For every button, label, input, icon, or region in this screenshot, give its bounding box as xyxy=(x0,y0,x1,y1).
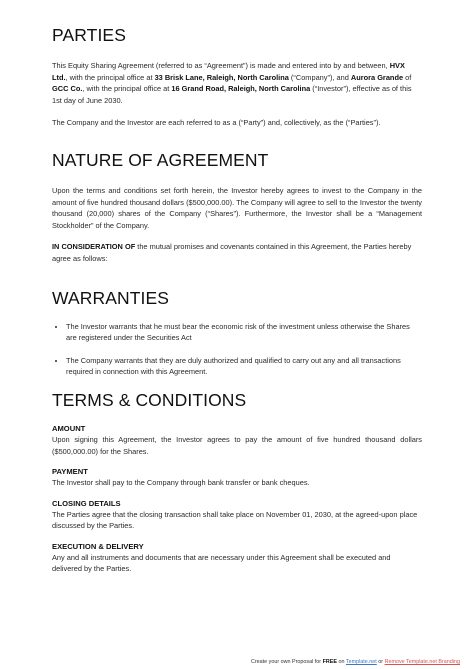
section-warranties xyxy=(52,287,422,378)
section-terms-and-conditions xyxy=(52,389,422,575)
text-run: the mutual promises and covenants contained in this Agreement, the Parties hereby agree as follows: xyxy=(52,242,412,263)
nature-paragraph-1: Upon the terms and conditions set forth herein, the Investor hereby agrees to invest to the Company in the amount of five hundred thousand dollars ($500,000.00). The Company will agree to sell to the Investor the twenty thousand (20,000) shares of the Company (“Shares”). Furthermore, the Investor shall be a “Management Stockholder” of the Company. xyxy=(52,185,422,230)
warranties-list xyxy=(52,321,422,378)
parties-paragraph-1 xyxy=(52,60,422,106)
text-run: (“Company”), and xyxy=(288,72,351,82)
branding-footer xyxy=(0,656,474,669)
footer-text: Create your own Proposal for xyxy=(250,659,323,665)
terms-closing-details xyxy=(52,498,422,532)
heading-warranties: WARRANTIES xyxy=(52,287,170,308)
terms-payment xyxy=(52,466,422,489)
sub-body: Any and all instruments and documents that are necessary under this Agreement shall be executed and delivered by the Parties. xyxy=(52,552,391,574)
footer-free: FREE xyxy=(322,659,337,665)
text-run: This Equity Sharing Agreement (referred to as “Agreement”) is made and entered into by and between, xyxy=(52,61,390,70)
text-run: of xyxy=(403,72,412,82)
sub-body: The Parties agree that the closing transaction shall take place on November 01, 2030, at the agreed-upon place discussed by the Parties. xyxy=(52,509,418,531)
footer-text: on xyxy=(337,659,346,665)
remove-branding-link[interactable]: Remove Template.net Branding xyxy=(384,659,460,665)
text-run: , with the principal office at xyxy=(65,72,155,82)
sub-heading: AMOUNT xyxy=(52,423,86,433)
text-run: (“Investor”), effective as of this 1st day of June 2030. xyxy=(52,84,412,105)
parties-paragraph-2: The Company and the Investor are each referred to as a (“Party”) and, collectively, as the (“Parties”). xyxy=(52,118,381,128)
list-item: • The Company warrants that they are duly authorized and qualified to carry out any and all transactions required in connection with this Agreement. xyxy=(66,355,422,378)
consideration-label: IN CONSIDERATION OF xyxy=(52,242,136,252)
footer-text: or xyxy=(376,659,385,665)
sub-heading: CLOSING DETAILS xyxy=(52,498,121,508)
terms-amount xyxy=(52,423,422,457)
investor-company: GCC Co. xyxy=(52,84,83,94)
list-item: • The Investor warrants that he must bear the economic risk of the investment unless otherwise the Shares are registered under the Securities Act xyxy=(66,321,422,344)
investor-address: 16 Grand Road, Raleigh, North Carolina xyxy=(171,84,311,94)
section-parties xyxy=(52,24,422,129)
sub-heading: EXECUTION & DELIVERY xyxy=(52,541,144,551)
text-run: , with the principal office at xyxy=(82,84,172,94)
company-address: 33 Brisk Lane, Raleigh, North Carolina xyxy=(154,72,289,82)
terms-execution-delivery xyxy=(52,541,422,575)
template-net-link[interactable]: Template.net xyxy=(345,659,377,665)
footer-inner xyxy=(251,656,460,669)
sub-body: The Investor shall pay to the Company through bank transfer or bank cheques. xyxy=(52,478,310,488)
heading-terms-and-conditions: TERMS & CONDITIONS xyxy=(52,389,247,410)
investor-name: Aurora Grande xyxy=(350,72,404,82)
section-nature-of-agreement xyxy=(52,149,422,265)
sub-heading: PAYMENT xyxy=(52,467,88,477)
heading-nature-of-agreement: NATURE OF AGREEMENT xyxy=(52,149,269,170)
nature-paragraph-2 xyxy=(52,241,422,264)
sub-body: Upon signing this Agreement, the Investor agrees to pay the amount of five hundred thousand dollars ($500,000.00) for the Shares. xyxy=(52,434,422,456)
document-content xyxy=(52,24,422,584)
heading-parties: PARTIES xyxy=(52,25,126,45)
company-name: HVX Ltd. xyxy=(52,61,405,82)
